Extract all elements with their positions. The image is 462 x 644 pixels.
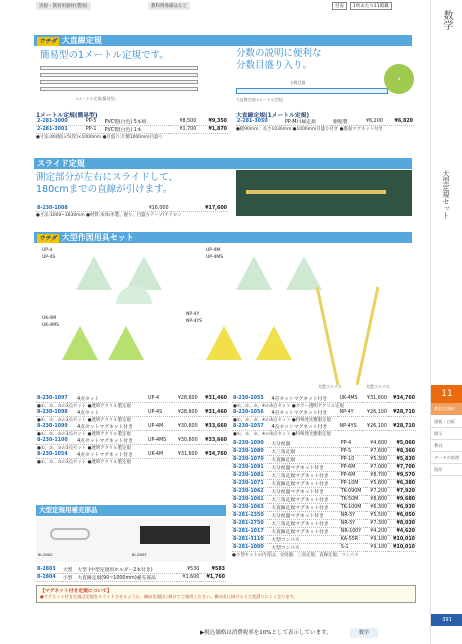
side-section: 大型定規セット — [442, 170, 450, 219]
list-item — [232, 480, 416, 488]
side-menu — [431, 416, 462, 476]
price-table-left — [36, 118, 228, 140]
product-code[interactable]: 8-230-1062 — [232, 488, 270, 496]
price-tax: ¥1,870 — [197, 126, 228, 134]
lead-text: 測定部分が左右にスライドして、 — [36, 172, 179, 183]
product-code[interactable]: 8-2803 — [36, 566, 62, 574]
price-tax: ¥31,460 — [199, 395, 228, 403]
header-tag-sub: 教科関係備品など — [148, 2, 190, 10]
price-tax: ¥31,460 — [199, 409, 228, 417]
set-table-right — [232, 395, 416, 437]
side-menu-item[interactable]: 図形 — [431, 464, 462, 476]
price: ¥9,100 — [366, 544, 388, 552]
model: NP-4Y — [338, 409, 362, 417]
price: ¥28,600 — [172, 395, 199, 403]
header-tag-category: 黒板・教員用器材(製図) — [36, 2, 91, 10]
compass-label: 大型コンパス — [366, 384, 390, 389]
footer-note: ▶税込価格は消費税率を10%として表示しています。 — [200, 630, 332, 636]
price-table-right — [236, 118, 414, 132]
price-tax: ¥6,820 — [384, 118, 414, 126]
product-code[interactable]: 8-230-1091 — [232, 464, 270, 472]
product-code[interactable]: 8-281-1017 — [232, 528, 270, 536]
side-subject: 数学 — [441, 10, 452, 30]
triangle-ruler-icon — [126, 256, 162, 290]
side-menu-item[interactable]: 掲示 — [431, 428, 462, 440]
list-item — [232, 472, 416, 480]
model: PP-1 — [85, 126, 104, 134]
price-tax: ¥5,060 — [388, 440, 416, 448]
callout: 分数目盛 — [290, 80, 306, 85]
set-label: UK-4MS — [42, 323, 59, 328]
section-title-bar-2 — [34, 158, 412, 169]
parts-photos — [36, 518, 226, 562]
triangle-ruler-icon — [76, 256, 112, 290]
price-tax: ¥33,660 — [199, 437, 228, 445]
price-tax: ¥34,760 — [199, 451, 228, 459]
price: ¥31,600 — [172, 451, 199, 459]
model: TK-100M — [340, 504, 366, 512]
price-tax: ¥9,570 — [388, 472, 416, 480]
side-page-label: 教員用器材 — [431, 403, 462, 415]
price-tax: ¥6,050 — [388, 512, 416, 520]
price: ¥6,200 — [356, 118, 384, 126]
parts-list — [232, 440, 416, 558]
brand-logo: ウチダ — [39, 235, 57, 242]
brand-logo: ウチダ — [39, 38, 57, 45]
list-item — [232, 448, 416, 456]
triangle-ruler-icon — [206, 326, 242, 360]
section-title: 大型定規用補充部品 — [39, 506, 98, 514]
model: TK-50M — [340, 496, 366, 504]
side-index — [430, 0, 462, 644]
parts-table — [36, 566, 226, 582]
product-code[interactable]: 8-281-3110 — [232, 536, 270, 544]
product-code[interactable]: 8-230-1071 — [232, 480, 270, 488]
model: S-1 — [340, 544, 366, 552]
product-code[interactable]: 8-2804 — [36, 574, 62, 582]
model: NR-100Y — [340, 528, 366, 536]
fraction-ruler — [236, 88, 388, 94]
list-item — [232, 520, 416, 528]
note: ●①、②、③の3点セット ●透明アクリル製定規 — [37, 404, 131, 410]
product-code[interactable]: 8-230-1063 — [232, 504, 270, 512]
product-name: 4点セット — [76, 409, 147, 417]
compass-label: 大型コンパス — [318, 384, 342, 389]
section-title-bar-4 — [36, 505, 226, 516]
product-name: 大分度器マグネット付き — [270, 512, 340, 520]
lead-text-3: 分数目盛り入り。 — [236, 60, 313, 71]
product-photos — [36, 246, 416, 394]
lead-text-2: 分数の説明に便利な — [236, 48, 322, 59]
price-tax: ¥6,930 — [388, 504, 416, 512]
price: ¥7,000 — [366, 464, 388, 472]
model: UK-4MS — [338, 395, 362, 403]
price: ¥8,700 — [366, 472, 388, 480]
model: PP-6M — [340, 472, 366, 480]
notice-title: 【マグネット付き定規について】 — [40, 589, 112, 594]
product-name: 大型コンパス — [270, 536, 340, 544]
product-name: 4点セットマグネット付き — [270, 395, 338, 403]
price: ¥7,600 — [366, 448, 388, 456]
price-tax: ¥9,680 — [388, 496, 416, 504]
model: UP-4MS — [147, 437, 172, 445]
list-item — [232, 496, 416, 504]
triangle-ruler-icon — [62, 326, 98, 360]
product-name: 4点セット — [76, 395, 147, 403]
set-label: UK-4M — [42, 316, 57, 321]
price: ¥26,100 — [362, 409, 388, 417]
price-tax: ¥4,620 — [388, 528, 416, 536]
note: ●①、②、③の3点セット ●透明アクリル製定規 — [37, 432, 131, 438]
price-tax: ¥6,380 — [388, 480, 416, 488]
price-tax: ¥7,920 — [388, 488, 416, 496]
note: ●①、②、③の3点セット ●透明アクリル製定規 — [37, 418, 131, 424]
product-code[interactable]: 8-230-1055 — [232, 395, 270, 403]
page-number: 391 — [431, 614, 462, 626]
product-name: 大三角定規マグネット付き — [270, 520, 340, 528]
model: PP-M付属定規 — [284, 118, 332, 126]
product-name: 大分度器マグネット付き — [270, 464, 340, 472]
price: ¥1,600 — [177, 574, 200, 582]
product-name: 大三角定規マグネット付き — [270, 472, 340, 480]
ruler-photo — [36, 64, 198, 104]
side-menu-item[interactable]: 黒板・白板 — [431, 416, 462, 428]
model: 大型 — [62, 566, 76, 574]
price: ¥8,800 — [366, 496, 388, 504]
list-item — [232, 440, 416, 448]
list-item — [232, 512, 416, 520]
note: ●①、②、③、④の4点セット ●特殊発光樹脂定規 — [233, 418, 331, 424]
price-tax: ¥28,710 — [388, 423, 416, 431]
price: ¥4,600 — [366, 440, 388, 448]
product-code[interactable]: 8-230-1098 — [36, 409, 76, 417]
side-menu-item[interactable]: 教具 — [431, 440, 462, 452]
price-tax: ¥17,600 — [170, 205, 228, 212]
product-code[interactable]: 8-230-1008 — [36, 205, 116, 212]
product-code[interactable]: 8-281-2750 — [232, 520, 270, 528]
product-code[interactable]: 8-230-1097 — [36, 395, 76, 403]
chalkboard-photo — [236, 170, 412, 216]
set-label: UP-4S — [42, 255, 56, 260]
product-name: 4点セットマグネット付き — [76, 451, 147, 459]
price-tax: ¥28,710 — [388, 409, 416, 417]
price-tax: ¥583 — [200, 566, 226, 574]
model: PP-6M — [340, 464, 366, 472]
side-menu-item[interactable]: データの処理 — [431, 452, 462, 464]
note: ●①、②、③、④の4点セット ●特殊発光樹脂定規 — [233, 432, 331, 438]
product-name: 大分度器 — [270, 440, 340, 448]
footer-subject: 数学 — [350, 628, 378, 638]
model: UP-4S — [147, 409, 172, 417]
price: ¥30,600 — [172, 437, 199, 445]
price: ¥8,500 — [169, 118, 197, 126]
model: PP-5 — [340, 448, 366, 456]
price-tax: ¥33,660 — [199, 423, 228, 431]
set-label: UP-4M — [206, 248, 221, 253]
table-title-right: 大直線定規(1メートル定規) — [236, 113, 310, 119]
price: ¥9,100 — [366, 536, 388, 544]
triangle-ruler-icon — [108, 326, 144, 360]
product-code[interactable]: 8-230-1070 — [232, 456, 270, 464]
material: PVC製(白色) 5本組 — [104, 118, 170, 126]
price: ¥530 — [177, 566, 200, 574]
model: KA-55R — [340, 536, 366, 544]
price-tax: ¥8,030 — [388, 520, 416, 528]
price-tax: ¥10,010 — [388, 544, 416, 552]
price-tax: ¥7,700 — [388, 464, 416, 472]
model: NP-4YS — [338, 423, 362, 431]
product-code[interactable]: 8-281-1000 — [232, 544, 270, 552]
price: ¥5,300 — [366, 456, 388, 464]
notice-box — [36, 585, 416, 603]
product-code[interactable]: 8-230-1081 — [232, 472, 270, 480]
product-code[interactable]: 2-281-3050 — [236, 118, 284, 126]
spec: ●幅90mm、長さ1030mm ●1000mm目盛り付き ●裏面マグネット付き — [236, 127, 383, 132]
price: ¥31,600 — [362, 395, 388, 403]
section-title: スライド定規 — [37, 159, 85, 168]
list-item — [232, 456, 416, 464]
list-item — [232, 488, 416, 496]
product-code[interactable]: 8-230-1080 — [232, 448, 270, 456]
product-code[interactable]: 8-281-2350 — [232, 512, 270, 520]
price: ¥6,300 — [366, 504, 388, 512]
product-code[interactable]: 8-230-1100 — [36, 437, 76, 445]
material: 大直線定規(90~1000mm)補充部品 — [76, 574, 177, 582]
product-name: 大三角定規マグネット付き — [270, 496, 340, 504]
lead-text: 簡易型の1メートル定規です。 — [40, 50, 169, 61]
model: NR-5Y — [340, 512, 366, 520]
price: ¥7,300 — [366, 520, 388, 528]
model: TK-090M — [340, 488, 366, 496]
product-name: 大型コンパス — [270, 544, 340, 552]
product-code[interactable]: 8-230-1056 — [232, 409, 270, 417]
product-name: 4点セットマグネット付き — [76, 423, 147, 431]
section-title-bar-3 — [34, 232, 412, 243]
product-code[interactable]: 8-230-1054 — [36, 451, 76, 459]
compass-icon — [316, 287, 340, 385]
price: ¥16,000 — [116, 205, 170, 212]
price-table-slide — [36, 205, 228, 218]
section-title: 大直線定規 — [61, 36, 102, 45]
part-id: 8I-2802 — [38, 552, 53, 557]
price-tax: ¥34,760 — [388, 395, 416, 403]
product-name: 4点セットマグネット付き — [76, 437, 147, 445]
triangle-ruler-icon — [256, 326, 292, 360]
triangle-ruler-icon — [236, 256, 272, 290]
set-table-left — [36, 395, 228, 465]
set-label: NP-4Y — [186, 312, 200, 317]
product-code[interactable]: 8-230-1090 — [232, 440, 270, 448]
list-item — [232, 528, 416, 536]
model: PP-10 — [340, 456, 366, 464]
part-id: 8I-2803 — [132, 552, 147, 557]
price: ¥30,600 — [172, 423, 199, 431]
set-label: NP-4YS — [186, 319, 203, 324]
model: PP-10M — [340, 480, 366, 488]
note: ●①、②、③の3点セット ●透明アクリル製定規 — [37, 446, 131, 452]
product-name: 大直線定規マグネット付き — [270, 528, 340, 536]
compass-icon — [356, 287, 380, 385]
badge-icon: ★ — [384, 64, 414, 94]
section-title: 大型作図用具セット — [61, 233, 134, 242]
list-item — [232, 544, 416, 552]
model: NR-5Y — [340, 520, 366, 528]
product-name: 大直線定規マグネット付き — [270, 480, 340, 488]
price: ¥7,200 — [366, 488, 388, 496]
material: 大型 (中型定規用ホルダー2本付き) — [76, 566, 177, 574]
model: UK-4M — [147, 451, 172, 459]
price: ¥28,600 — [172, 409, 199, 417]
model: 小型 — [62, 574, 76, 582]
side-page-tab[interactable]: 11 — [431, 385, 462, 403]
product-code[interactable]: 2-281-3001 — [36, 126, 85, 134]
list-item — [232, 536, 416, 544]
product-code[interactable]: 8-230-1099 — [36, 423, 76, 431]
model: PP-4 — [340, 440, 366, 448]
note: ●①、②、③の3点セット ●透明アクリル製定規 — [37, 460, 131, 466]
product-code[interactable]: 2-281-3000 — [36, 118, 85, 126]
set-label: UP-4 — [42, 248, 53, 253]
price-tax: ¥9,350 — [197, 118, 228, 126]
price-tax: ¥8,360 — [388, 448, 416, 456]
header-tag-guide: 目安 — [332, 2, 347, 10]
price: ¥5,500 — [366, 512, 388, 520]
product-code[interactable]: 8-230-1061 — [232, 496, 270, 504]
list-note: ●小型セットの内容は、分度器、三角定規、直線定規、コンパス — [232, 553, 359, 558]
list-item — [232, 464, 416, 472]
model: UP-4M — [147, 423, 172, 431]
price: ¥1,700 — [169, 126, 197, 134]
header-tag-count: 1枚あたり11掲載 — [350, 2, 392, 10]
price: ¥4,200 — [366, 528, 388, 536]
set-label: UP-4MS — [206, 255, 224, 260]
notice-body: ●マグネット付き定規は定規をスライドさせるように、横向き(縦)に掛けてご使用ください。横向きに掛けると大変滑りにくくなります。 — [40, 594, 298, 599]
price-tax: ¥10,010 — [388, 536, 416, 544]
spec: ●寸法:40(幅)×5(厚)×1000mm ●目盛り:片側1000mm目盛り — [36, 135, 163, 140]
product-name: 大直線定規マグネット付き — [270, 504, 340, 512]
price: ¥26,100 — [362, 423, 388, 431]
product-name: 4点セットマグネット付き — [270, 423, 338, 431]
model: PP-5 — [85, 118, 104, 126]
product-name: 大直線定規 — [270, 456, 340, 464]
photo-caption: 1メートル定規(簡易型) — [76, 96, 116, 101]
note: ●①、②、③、④の4点セット ●カラー透明アクリル定規 — [233, 404, 344, 410]
photo-caption-2: 大直線定規(1メートル定規) — [236, 97, 284, 102]
product-code[interactable]: 8-230-1057 — [232, 423, 270, 431]
price-tax: ¥5,830 — [388, 456, 416, 464]
product-name: 4点セットマグネット付き — [270, 409, 338, 417]
material: PVC製(白色) 1本 — [104, 126, 170, 134]
price: ¥5,800 — [366, 480, 388, 488]
top-header — [0, 0, 430, 10]
product-name: 大三角定規 — [270, 448, 340, 456]
spec: ●寸法:1000~1830mm ●材質:本体/木製、握り、目盛りテープ/ナイロン — [36, 213, 182, 219]
model: UP-4 — [147, 395, 172, 403]
price-tax: ¥1,760 — [200, 574, 226, 582]
list-item — [232, 504, 416, 512]
triangle-ruler-icon — [286, 256, 322, 290]
product-name: 大分度器マグネット付き — [270, 488, 340, 496]
table-title-left: 1メートル定規(簡易型) — [36, 113, 98, 119]
material: 樹脂製 — [332, 118, 356, 126]
lead-text: 180cmまでの直線が引けます。 — [36, 184, 173, 195]
section-title-bar — [34, 35, 412, 46]
